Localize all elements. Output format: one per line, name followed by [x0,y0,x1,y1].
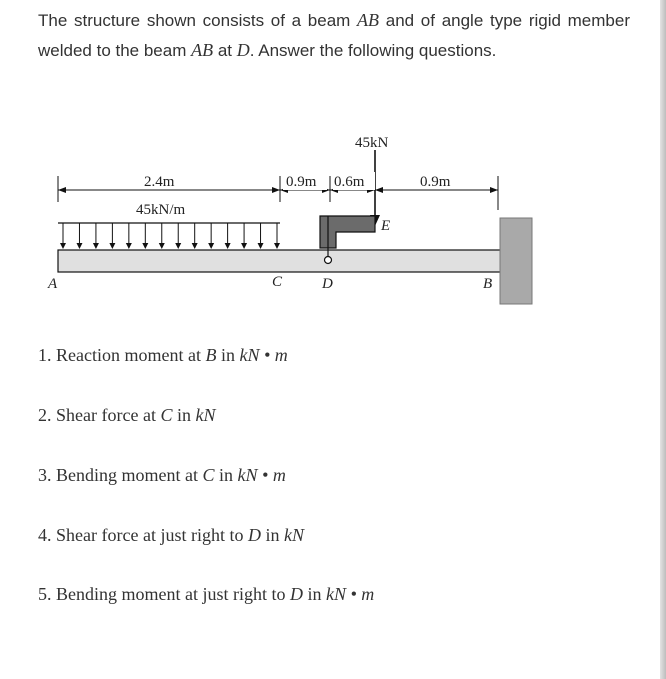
question-unit: kN [195,405,216,425]
question-text: in [260,525,284,545]
intro-text: . Answer the following questions. [249,40,497,60]
intro-text: at [213,40,237,60]
question-number: 5. [38,584,52,604]
connection-pin [325,257,332,264]
beam-ab [58,250,522,272]
question-text: Shear force at [51,405,161,425]
question-symbol: B [205,345,217,365]
dim-de-label: 0.6m [334,174,365,190]
dim-arrow [375,187,383,193]
dim-arrow [272,187,280,193]
point-d-label: D [322,276,333,292]
point-symbol: D [236,39,250,60]
distributed-load-arrowhead [241,243,247,249]
distributed-load-arrowhead [126,243,132,249]
question-4 [38,525,304,546]
question-text: in [172,405,196,425]
intro-text: The structure shown consists of a beam [38,11,358,30]
distributed-load-arrowhead [159,243,165,249]
fixed-wall-support [500,218,532,304]
dim-ac-label: 2.4m [144,174,175,190]
question-text: in [302,584,326,604]
question-number: 4. [38,525,52,545]
distributed-load-arrowhead [76,243,82,249]
distributed-load-arrowhead [192,243,198,249]
point-c-label: C [272,274,283,290]
distributed-load-arrowhead [109,243,115,249]
point-load-label: 45kN [355,135,389,151]
question-text: Bending moment at just right to [51,584,290,604]
question-text: Reaction moment at [51,345,206,365]
beam-symbol: AB [191,39,214,60]
distributed-load-label: 45kN/m [136,202,186,218]
distributed-load-arrowhead [142,243,148,249]
question-1 [38,345,288,366]
question-symbol: C [202,465,215,485]
question-number: 2. [38,405,52,425]
question-3 [38,465,286,486]
distributed-load-arrowhead [60,243,66,249]
question-unit: kN [283,525,304,545]
dim-cd-label: 0.9m [286,174,317,190]
question-number: 3. [38,465,52,485]
point-a-label: A [48,276,58,292]
point-b-label: B [483,276,493,292]
distributed-load-arrowhead [225,243,231,249]
distributed-load-arrowhead [258,243,264,249]
beam-symbol: AB [357,10,380,30]
question-text: Bending moment at [51,465,203,485]
distributed-load-arrowhead [93,243,99,249]
dim-arrow [490,187,498,193]
question-symbol: D [247,525,261,545]
question-text: in [214,465,238,485]
dim-arrow [58,187,66,193]
distributed-load-arrows [60,223,280,249]
question-5 [38,584,374,605]
point-e-label: E [381,218,391,234]
page-edge [660,0,666,679]
question-text: Shear force at just right to [51,525,248,545]
question-unit: kN • m [237,465,286,485]
question-text: in [216,345,240,365]
question-number: 1. [38,345,52,365]
question-symbol: C [160,405,173,425]
question-unit: kN • m [326,584,375,604]
question-2 [38,405,215,426]
distributed-load-arrowhead [208,243,214,249]
beam-diagram [0,120,560,320]
question-unit: kN • m [239,345,288,365]
dim-eb-label: 0.9m [420,174,451,190]
intro-text: and of angle type rigid member welded to the beam [38,11,630,60]
problem-statement [38,6,630,65]
question-symbol: D [289,584,303,604]
distributed-load-arrowhead [274,243,280,249]
distributed-load-arrowhead [175,243,181,249]
